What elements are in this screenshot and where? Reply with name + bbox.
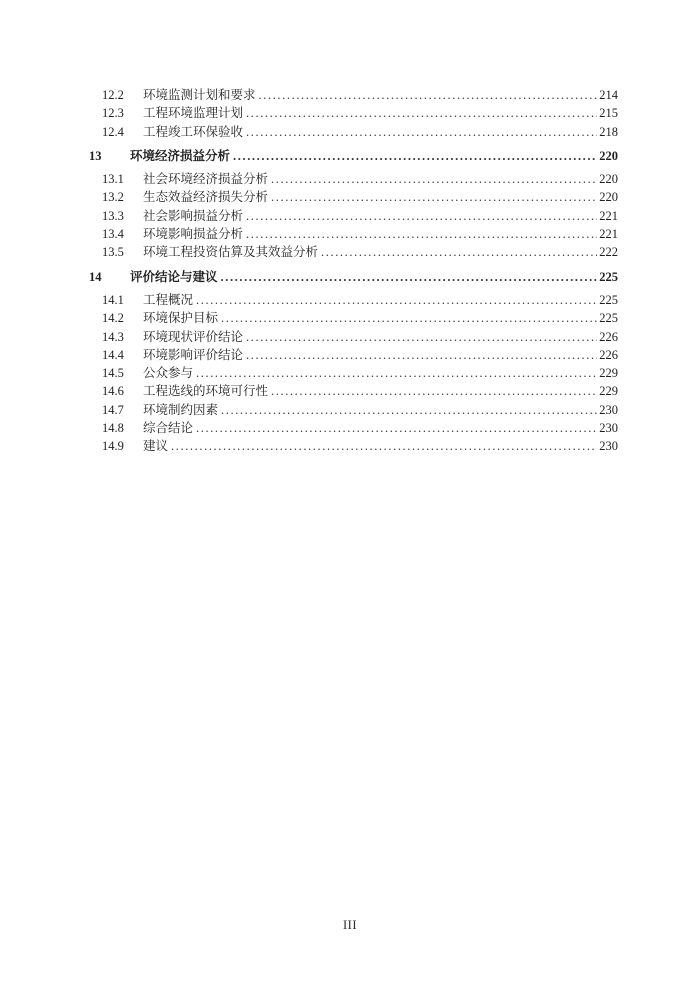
toc-entry-number: 14.8 [102,421,124,436]
toc-leader-dots [271,188,597,206]
toc-leader-dots [246,225,597,243]
toc-entry-page: 225 [599,292,618,307]
toc-entry-number: 14.9 [102,439,124,454]
toc-entry-title: 建议 [143,439,169,454]
toc-entry[interactable] [89,268,618,286]
toc-leader-dots [246,346,597,364]
toc-entry-number: 13.4 [102,227,124,242]
toc-leader-dots [196,364,597,382]
toc-leader-dots [221,268,598,286]
toc-entry-title: 环境经济损益分析 [130,148,231,163]
toc-entry-title: 环境制约因素 [143,402,219,417]
toc-entry-page: 226 [599,329,618,344]
toc-leader-dots [271,170,597,188]
toc-entry-number: 14.5 [102,366,124,381]
toc-entry[interactable] [89,437,618,455]
toc-entry[interactable] [89,382,618,400]
toc-entry[interactable] [89,123,618,141]
toc-entry-number: 14 [89,269,102,284]
toc-list [89,86,618,456]
toc-entry-page: 221 [599,208,618,223]
toc-entry-page: 221 [599,227,618,242]
toc-entry-page: 229 [599,366,618,381]
toc-entry-page: 222 [599,245,618,260]
toc-entry-title: 评价结论与建议 [130,269,218,284]
toc-entry-number: 14.4 [102,347,124,362]
toc-entry-title: 环境影响评价结论 [143,347,244,362]
toc-entry-number: 13.5 [102,245,124,260]
toc-entry[interactable] [89,364,618,382]
toc-entry-number: 13.2 [102,190,124,205]
toc-leader-dots [233,147,597,165]
toc-entry-page: 218 [599,124,618,139]
toc-leader-dots [221,309,597,327]
toc-entry[interactable] [89,86,618,104]
toc-entry-title: 工程竣工环保验收 [143,124,244,139]
toc-entry-title: 社会影响损益分析 [143,208,244,223]
toc-entry-number: 13 [89,148,102,163]
toc-leader-dots [246,207,597,225]
toc-entry[interactable] [89,309,618,327]
toc-entry[interactable] [89,291,618,309]
toc-entry[interactable] [89,243,618,261]
toc-entry[interactable] [89,401,618,419]
toc-leader-dots [196,419,597,437]
toc-entry-title: 环境现状评价结论 [143,329,244,344]
toc-entry-title: 综合结论 [143,421,194,436]
toc-leader-dots [271,382,597,400]
toc-entry-page: 225 [599,311,618,326]
toc-entry-title: 社会环境经济损益分析 [143,172,269,187]
toc-entry[interactable] [89,346,618,364]
toc-entry-page: 229 [599,384,618,399]
toc-entry-page: 226 [599,347,618,362]
toc-leader-dots [259,86,598,104]
toc-entry-page: 225 [599,269,618,284]
toc-entry-title: 生态效益经济损失分析 [143,190,269,205]
toc-leader-dots [246,123,597,141]
toc-entry-page: 230 [599,421,618,436]
toc-entry-title: 工程概况 [143,292,194,307]
toc-entry-title: 环境监测计划和要求 [143,88,256,102]
toc-entry-number: 14.3 [102,329,124,344]
toc-entry-title: 公众参与 [143,366,194,381]
toc-entry[interactable] [89,147,618,165]
toc-entry[interactable] [89,104,618,122]
toc-entry-page: 230 [599,439,618,454]
toc-entry[interactable] [89,225,618,243]
toc-entry[interactable] [89,207,618,225]
toc-entry-number: 12.2 [102,88,124,102]
toc-entry[interactable] [89,188,618,206]
toc-entry-page: 220 [599,148,618,163]
toc-entry-number: 13.3 [102,208,124,223]
toc-entry-number: 13.1 [102,172,124,187]
toc-entry-number: 14.7 [102,402,124,417]
toc-entry-page: 215 [599,106,618,121]
toc-entry-title: 环境工程投资估算及其效益分析 [143,245,319,260]
toc-entry[interactable] [89,170,618,188]
toc-entry-title: 环境影响损益分析 [143,227,244,242]
toc-entry-title: 工程选线的环境可行性 [143,384,269,399]
toc-entry-page: 220 [599,190,618,205]
toc-leader-dots [246,328,597,346]
toc-leader-dots [321,243,597,261]
toc-entry-number: 14.6 [102,384,124,399]
toc-leader-dots [221,401,597,419]
toc-entry-number: 12.4 [102,124,124,139]
toc-leader-dots [171,437,597,455]
toc-leader-dots [246,104,597,122]
toc-entry-page: 220 [599,172,618,187]
toc-entry[interactable] [89,419,618,437]
toc-entry[interactable] [89,328,618,346]
toc-entry-page: 214 [599,88,618,102]
footer-page-number: III [343,918,357,932]
toc-entry-number: 14.1 [102,292,124,307]
toc-entry-number: 12.3 [102,106,124,121]
toc-leader-dots [196,291,597,309]
toc-entry-number: 14.2 [102,311,124,326]
toc-entry-title: 工程环境监理计划 [143,106,244,121]
toc-entry-page: 230 [599,402,618,417]
toc-entry-title: 环境保护目标 [143,311,219,326]
